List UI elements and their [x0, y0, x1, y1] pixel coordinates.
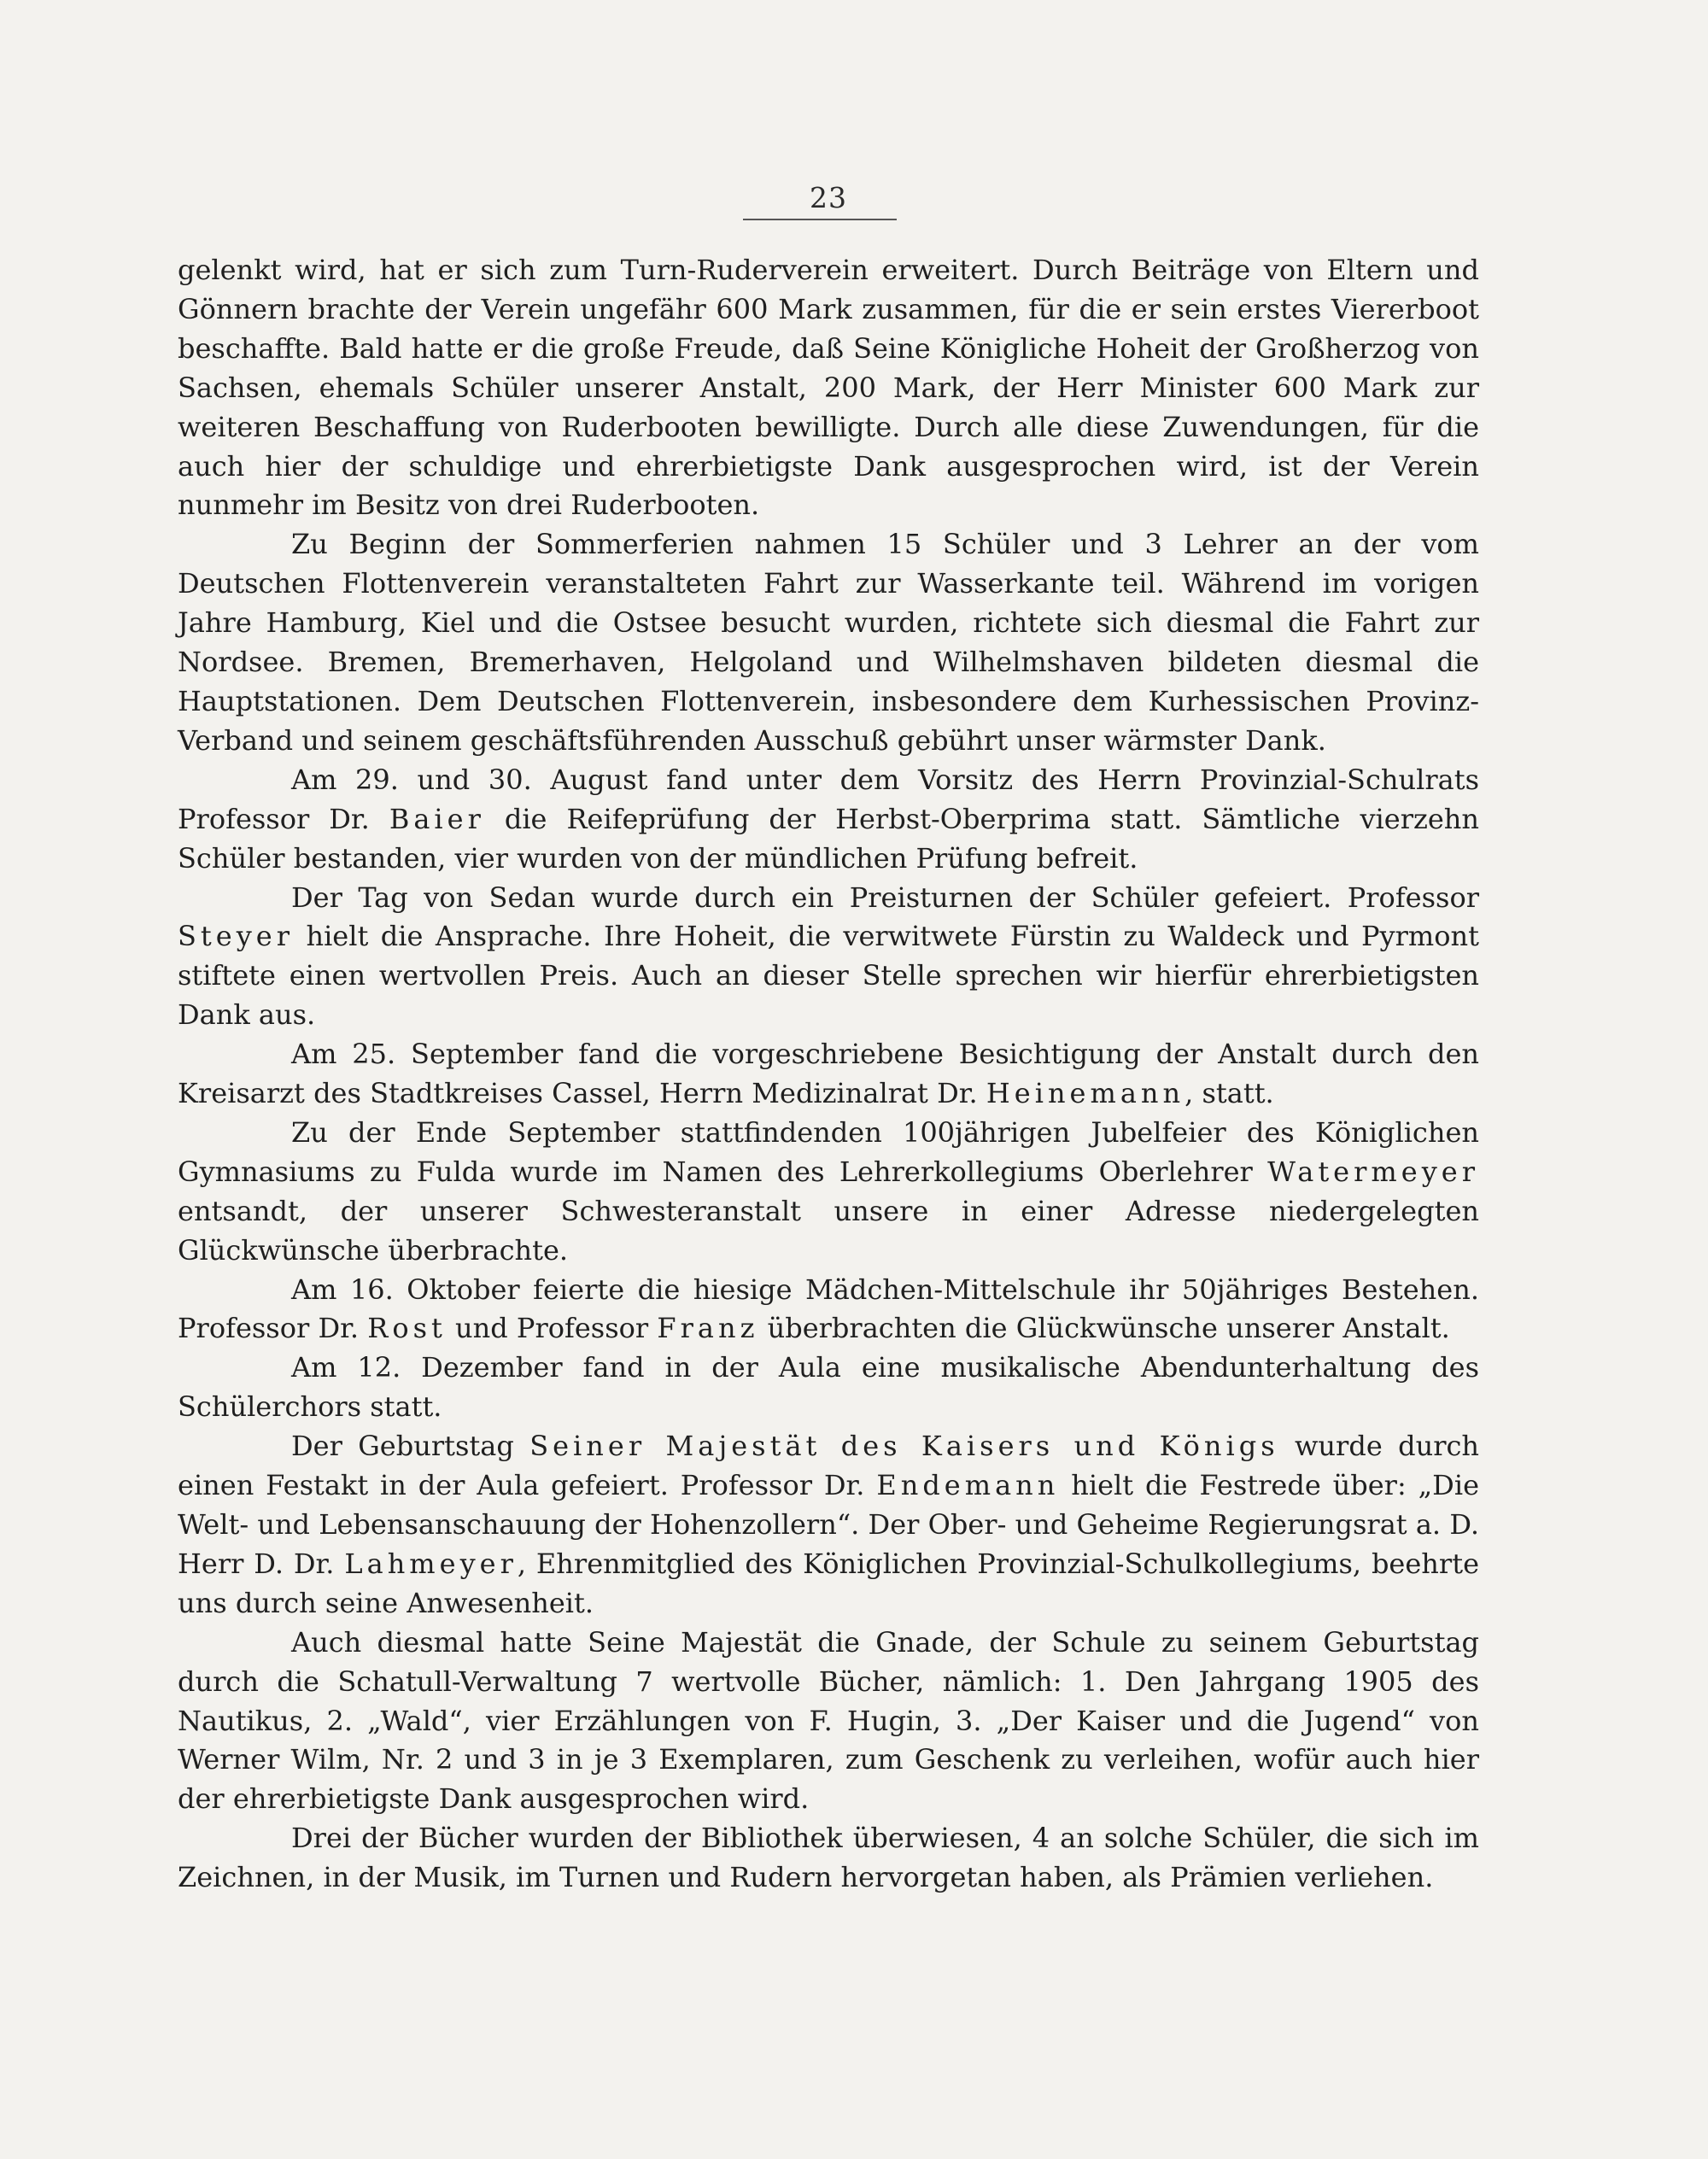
paragraph	[178, 1271, 1479, 1349]
paragraph	[178, 1427, 1479, 1624]
spaced-name: Rost	[367, 1312, 447, 1345]
text-segment: Zu Beginn der Sommerferien nahmen 15 Schüler und 3 Lehrer an der vom Deutschen Flottenverein veranstalteten Fahrt zur Wasserkante teil. Während im vorigen Jahre Hamburg, Kiel und die Ostsee besucht wurden, richtete sich diesmal die Fahrt zur Nordsee. Bremen, Bremerhaven, Helgoland und Wilhelmshaven bildeten diesmal die Hauptstationen. Dem Deutschen Flottenverein, insbesondere dem Kurhessischen Provinz-Verband und seinem geschäftsführenden Ausschuß gebührt unser wärmster Dank.	[178, 528, 1479, 757]
paragraph	[178, 1035, 1479, 1114]
text-segment: die Reifeprüfung der Herbst-Oberprima statt. Sämtliche vierzehn Schüler bestanden, vier wurden von der mündlichen Prüfung befreit.	[178, 802, 1480, 875]
text-segment: Zu der Ende September stattfindenden 100jährigen Jubelfeier des Königlichen Gymnasiums zu Fulda wurde im Namen des Lehrerkollegiums Oberlehrer	[178, 1115, 1479, 1188]
paragraph	[178, 879, 1479, 1036]
text-segment: Am 25. September fand die vorgeschriebene Besichtigung der Anstalt durch den Kreisarzt des Stadtkreises Cassel, Herrn Medizinalrat Dr.	[178, 1038, 1479, 1110]
page-number: 23	[810, 181, 847, 214]
text-segment: hielt die Festrede über: „Die Welt- und Lebensanschauung der Hohenzollern“. Der Ober- und Geheime Regierungsrat a. D. Herr D. Dr.	[178, 1469, 1480, 1580]
text-segment: Auch diesmal hatte Seine Majestät die Gnade, der Schule zu seinem Geburtstag durch die Schatull-Verwaltung 7 wertvolle Bücher, nämlich: 1. Den Jahrgang 1905 des Nautikus, 2. „Wald“, vier Erzählungen von F. Hugin, 3. „Der Kaiser und die Jugend“ von Werner Wilm, Nr. 2 und 3 in je 3 Exemplaren, zum Geschenk zu verleihen, wofür auch hier der ehrerbietigste Dank ausgesprochen wird.	[178, 1625, 1479, 1816]
spaced-name: Endemann	[876, 1469, 1060, 1502]
paragraph	[178, 251, 1479, 525]
text-segment: wurde durch einen Festakt in der Aula gefeiert. Professor Dr.	[178, 1430, 1480, 1502]
header-rule	[743, 219, 897, 220]
text-segment: Am 16. Oktober feierte die hiesige Mädchen-Mittelschule ihr 50jähriges Bestehen. Professor Dr.	[178, 1273, 1479, 1345]
paragraph	[178, 1114, 1479, 1271]
spaced-name: Seiner Majestät des Kaisers und Königs	[529, 1430, 1279, 1463]
paragraph	[178, 1819, 1479, 1898]
text-segment: Der Geburtstag	[291, 1430, 530, 1463]
text-segment: , statt.	[1184, 1077, 1274, 1110]
text-segment: entsandt, der unserer Schwesteranstalt unsere in einer Adresse niedergelegten Glückwünsche überbrachte.	[178, 1194, 1479, 1267]
text-segment: Drei der Bücher wurden der Bibliothek überwiesen, 4 an solche Schüler, die sich im Zeichnen, in der Musik, im Turnen und Rudern hervorgetan haben, als Prämien verliehen.	[178, 1822, 1479, 1894]
text-segment: Am 29. und 30. August fand unter dem Vorsitz des Herrn Provinzial-Schulrats Professor Dr.	[178, 763, 1479, 835]
text-segment: überbrachten die Glückwünsche unserer Anstalt.	[758, 1312, 1450, 1345]
paragraph	[178, 761, 1479, 879]
text-segment: gelenkt wird, hat er sich zum Turn-Ruderverein erweitert. Durch Beiträge von Eltern und Gönnern brachte der Verein ungefähr 600 Mark zusammen, für die er sein erstes Viererboot beschaffte. Bald hatte er die große Freude, daß Seine Königliche Hoheit der Großherzog von Sachsen, ehemals Schüler unserer Anstalt, 200 Mark, der Herr Minister 600 Mark zur weiteren Beschaffung von Ruderbooten bewilligte. Durch alle diese Zuwendungen, für die auch hier der schuldige und ehrerbietigste Dank ausgesprochen wird, ist der Verein nunmehr im Besitz von drei Ruderbooten.	[178, 254, 1479, 522]
paragraph	[178, 1349, 1479, 1427]
spaced-name: Steyer	[178, 920, 295, 953]
text-segment: , Ehrenmitglied des Königlichen Provinzial-Schulkollegiums, beehrte uns durch seine Anwesenheit.	[178, 1547, 1480, 1619]
body-text	[178, 251, 1479, 1898]
text-segment: Am 12. Dezember fand in der Aula eine musikalische Abendunterhaltung des Schülerchors statt.	[178, 1351, 1479, 1424]
spaced-name: Franz	[657, 1312, 759, 1345]
paragraph	[178, 1624, 1479, 1820]
spaced-name: Lahmeyer	[344, 1547, 518, 1580]
text-segment: Der Tag von Sedan wurde durch ein Preisturnen der Schüler gefeiert. Professor	[291, 881, 1479, 914]
spaced-name: Heinemann	[986, 1077, 1185, 1110]
text-segment: hielt die Ansprache. Ihre Hoheit, die verwitwete Fürstin zu Waldeck und Pyrmont stiftete einen wertvollen Preis. Auch an dieser Stelle sprechen wir hierfür ehrerbietigsten Dank aus.	[178, 920, 1479, 1032]
spaced-name: Watermeyer	[1267, 1155, 1479, 1188]
text-segment: und Professor	[446, 1312, 658, 1345]
spaced-name: Baier	[389, 802, 485, 835]
paragraph	[178, 525, 1479, 760]
